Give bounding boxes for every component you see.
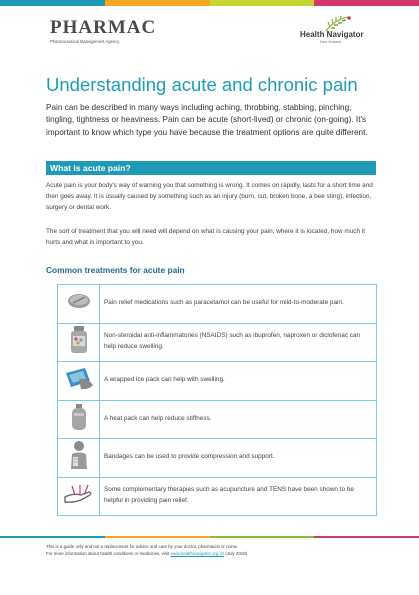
page-title: Understanding acute and chronic pain bbox=[46, 74, 358, 95]
health-navigator-logo bbox=[300, 16, 376, 50]
stripe-green bbox=[210, 0, 315, 6]
table-row bbox=[58, 439, 377, 478]
footer-stripe-green bbox=[210, 536, 315, 538]
table-row bbox=[58, 285, 377, 324]
medicine-bottle-icon bbox=[68, 325, 90, 355]
pharmac-logo bbox=[50, 18, 156, 44]
treatment-text: Non-steroidal anti-inflammatories (NSAIDS) such as ibuprofen, naproxen or diclofenac can help reduce swelling. bbox=[100, 323, 377, 362]
pill-icon bbox=[66, 292, 92, 310]
table-row bbox=[58, 400, 377, 439]
heat-pack-icon bbox=[69, 403, 89, 431]
acupuncture-hand-icon bbox=[63, 483, 95, 505]
footer-line-2-prefix: For more information about health conditions or medicines, visit bbox=[46, 550, 171, 556]
footer-line-2-suffix: (July 2018) bbox=[224, 550, 248, 556]
treatment-text: Pain relief medications such as paracetamol can be useful for mild-to-moderate pain. bbox=[100, 285, 377, 324]
treatment-icon-cell bbox=[58, 439, 100, 478]
treatments-table bbox=[57, 284, 377, 516]
treatment-icon-cell bbox=[58, 323, 100, 362]
treatment-icon-cell bbox=[58, 285, 100, 324]
treatment-text: A wrapped ice pack can help with swelling. bbox=[100, 362, 377, 401]
table-row bbox=[58, 362, 377, 401]
ice-pack-icon bbox=[63, 365, 95, 391]
acute-pain-paragraph-1: Acute pain is your body's way of warning you that something is wrong. It comes on rapidly, lasts for a short time and then goes away. It is usually caused by something such as an injury (burn, cut, broken bone, a bee sting), infection, surgery or dental work. bbox=[46, 182, 373, 211]
pharmac-logo-subtitle: Pharmaceutical Management Agency bbox=[50, 39, 120, 44]
table-row bbox=[58, 323, 377, 362]
footer-stripe-orange bbox=[105, 536, 210, 538]
stripe-blue bbox=[0, 0, 105, 6]
treatment-text: A heat pack can help reduce stiffness. bbox=[100, 400, 377, 439]
footer-stripe-pink bbox=[314, 536, 419, 538]
treatment-icon-cell bbox=[58, 400, 100, 439]
footer-stripe-blue bbox=[0, 536, 105, 538]
intro-paragraph: Pain can be described in many ways including aching, throbbing, stabbing, pinching, tingling, tightness or heaviness. Pain can be acute (short-lived) or chronic (on-going). It's important to know which type you have because the treatment options are quite different. bbox=[46, 103, 368, 137]
treatment-icon-cell bbox=[58, 362, 100, 401]
treatment-text: Bandages can be used to provide compression and support. bbox=[100, 439, 377, 478]
pharmac-logo-name: PHARMAC bbox=[50, 17, 157, 38]
footer-disclaimer bbox=[46, 544, 386, 557]
top-color-stripe bbox=[0, 0, 419, 6]
health-navigator-name: Health Navigator bbox=[300, 30, 364, 39]
treatment-text: Some complementary therapies such as acupuncture and TENS have been shown to be helpful in providing pain relief. bbox=[100, 477, 377, 516]
acute-pain-paragraph-2: The sort of treatment that you will need will depend on what is causing your pain, where it is located, how much it hurts and what is important to you. bbox=[46, 228, 365, 246]
health-navigator-subtitle: New Zealand bbox=[320, 40, 342, 44]
bandage-person-icon bbox=[68, 440, 90, 470]
footer-line-1: This is a guide only and not a replacement for advice and care by your doctor, pharmacist or nurse. bbox=[46, 544, 239, 549]
treatments-heading: Common treatments for acute pain bbox=[46, 265, 185, 275]
treatment-icon-cell bbox=[58, 477, 100, 516]
stripe-pink bbox=[314, 0, 419, 6]
section-heading-acute-pain: What is acute pain? bbox=[46, 161, 376, 175]
table-row bbox=[58, 477, 377, 516]
footer-color-rule bbox=[0, 536, 419, 538]
stripe-orange bbox=[105, 0, 210, 6]
health-navigator-link[interactable]: www.healthnavigator.org.nz bbox=[170, 550, 225, 556]
